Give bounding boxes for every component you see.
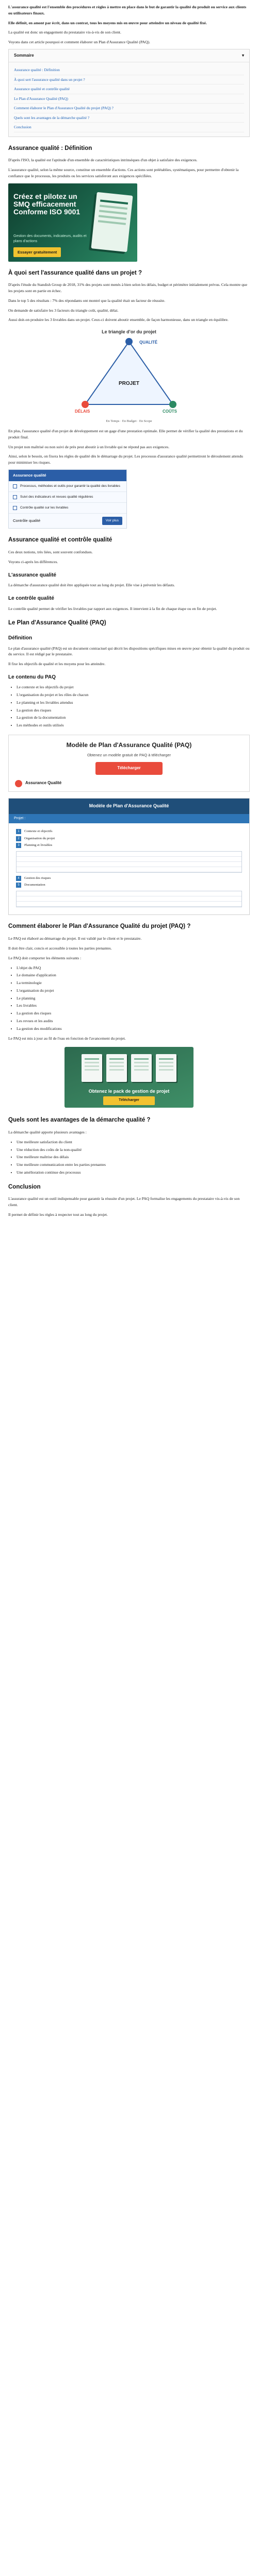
vertex-quality (125, 338, 133, 345)
label-delays: DÉLAIS (75, 409, 90, 414)
paragraph: L'assurance qualité est un outil indispensable pour garantir la réussite d'un projet. Le PAQ formalise les engagements du prestataire vis-à-vis de son client. (8, 1196, 240, 1208)
list-item: • L'organisation du projet et les rôles de chacun (17, 692, 250, 698)
sheet-body (9, 823, 249, 914)
section-heading-definition: Assurance qualité : Définition (8, 145, 92, 151)
download-template-button[interactable]: Télécharger (95, 762, 163, 774)
triangle-shape (85, 342, 173, 404)
paragraph: On demande de satisfaire les 3 facteurs du triangle coût, qualité, délai. (8, 308, 119, 313)
list-item: • Une amélioration continue des processus (17, 1170, 250, 1176)
paq-content-list (17, 684, 250, 728)
quality-widget (8, 469, 127, 529)
banner-download-button[interactable]: Télécharger (103, 1096, 155, 1105)
widget-row: Suivi des indicateurs et revues qualité régulières (9, 492, 126, 503)
toc-header[interactable] (9, 49, 249, 62)
paq-template-card (8, 735, 250, 792)
widget-footer-label: Contrôle qualité (13, 518, 41, 523)
list-item: • Une meilleure maîtrise des délais (17, 1154, 250, 1160)
list-item: • La terminologie (17, 980, 250, 986)
toc-item[interactable]: Assurance qualité et contrôle qualité (14, 84, 244, 94)
list-item: • Les méthodes et outils utilisés (17, 722, 250, 728)
section-heading-conclusion: Conclusion (8, 1183, 41, 1190)
sheet-title: Modèle de Plan d'Assurance Qualité (9, 799, 249, 814)
golden-triangle-figure (8, 327, 250, 417)
sheet-item: 5 Documentation (16, 883, 242, 888)
list-item: • La gestion des risques (17, 1010, 250, 1016)
paragraph: Le PAQ doit comporter les éléments suivants : (8, 955, 82, 960)
paragraph: En plus, l'assurance qualité d'un projet de développement est un gage d'une prestation optimale. Elle permet de vérifier la qualité des prestations et du produit final. (8, 429, 243, 439)
promo-banner-smq[interactable] (8, 183, 137, 262)
section-heading-advantages: Quels sont les avantages de la démarche qualité ? (8, 1117, 151, 1124)
software-box-illustration (91, 192, 133, 252)
document-icon (82, 1054, 102, 1082)
paragraph: Ces deux notions, très liées, sont souvent confondues. (8, 550, 93, 555)
widget-row: Contrôle qualité sur les livrables (9, 503, 126, 514)
toc-item[interactable]: Conclusion (14, 123, 244, 132)
subheading-aq: L'assurance qualité (8, 572, 56, 578)
triangle-diagram (70, 327, 188, 415)
widget-header: Assurance qualité (9, 470, 126, 481)
intro-paragraph-1: L'assurance qualité est l'ensemble des procédures et règles à mettre en place dans le but de garantir la qualité du produit ou service aux clients ou utilisateurs finaux. (8, 5, 247, 15)
list-item: • L'objet du PAQ (17, 965, 250, 971)
promo-title: Créez et pilotez un SMQ efficacement Conforme ISO 9001 (13, 192, 80, 216)
widget-footer (9, 514, 126, 528)
paragraph: Il doit être clair, concis et accessible à toutes les parties prenantes. (8, 946, 112, 951)
paragraph: Un projet non maîtrisé ou non suivi de près peut aboutir à un livrable qui ne répond pas aux exigences. (8, 444, 170, 449)
label-costs: COÛTS (163, 409, 177, 414)
list-item: • La gestion de la documentation (17, 715, 250, 721)
brand-name: Assurance Qualité (25, 781, 62, 786)
toc-item[interactable]: Comment élaborer le Plan d'Assurance Qualité du projet (PAQ) ? (14, 104, 244, 113)
vertex-costs (169, 401, 176, 408)
sheet-item: 2 Organisation du projet (16, 836, 242, 841)
subheading: Le contenu du PAQ (8, 674, 56, 680)
document-icon (131, 1054, 152, 1082)
intro-paragraph-3: La qualité est donc un engagement du prestataire vis-à-vis de son client. (8, 30, 121, 35)
document-icon (156, 1054, 176, 1082)
paragraph: Le plan d'assurance qualité (PAQ) est un document contractuel qui décrit les dispositions spécifiques mises en œuvre pour obtenir la qualité du produit ou du service. Il est rédigé par le prestataire. (8, 646, 250, 657)
paragraph: D'après l'ISO, la qualité est l'aptitude d'un ensemble de caractéristiques intrinsèques d'un objet à satisfaire des exigences. (8, 158, 198, 163)
paragraph: Aussi doit-on produire les 3 livrables dans un projet. Ceux-ci doivent aboutir ensemble, de façon harmonieuse, dans un triangle en équilibre. (8, 317, 229, 323)
paragraph: Il fixe les objectifs de qualité et les moyens pour les atteindre. (8, 662, 106, 667)
paragraph: Le PAQ est élaboré au démarrage du projet. Il est validé par le client et le prestataire. (8, 936, 142, 941)
intro-paragraph-4: Voyons dans cet article pourquoi et comment élaborer un Plan d'Assurance Qualité (PAQ). (8, 40, 150, 45)
paragraph: Le PAQ est mis à jour au fil de l'eau en fonction de l'avancement du projet. (8, 1036, 126, 1041)
project-pack-banner[interactable] (64, 1047, 194, 1108)
chevron-down-icon[interactable]: ▾ (241, 53, 244, 58)
list-item: • La gestion des modifications (17, 1026, 250, 1032)
widget-more-button[interactable]: Voir plus (102, 517, 122, 525)
promo-try-button[interactable]: Essayer gratuitement (13, 247, 61, 258)
list-item: • Une meilleure satisfaction du client (17, 1139, 250, 1145)
vertex-delays (82, 401, 89, 408)
brand-logo-icon (15, 780, 22, 787)
section-heading-aq-vs-cq: Assurance qualité et contrôle qualité (8, 537, 112, 544)
files-illustration (79, 1054, 179, 1084)
list-item: • Une réduction des coûts de la non-qualité (17, 1147, 250, 1153)
list-item: • L'organisation du projet (17, 988, 250, 994)
banner-text: Obtenez le pack de gestion de projet (88, 1089, 170, 1094)
paragraph: L'assurance qualité, selon la même source, constitue un ensemble d'actions. Ces actions sont préétablies, systématiques, pour permettre d'obtenir la confiance que le processus, les produits ou les services satisferont aux exigences spécifiées. (8, 167, 239, 178)
list-item: • Les livrables (17, 1003, 250, 1009)
advantages-list (17, 1139, 250, 1176)
promo-subtitle: Gestion des documents, indicateurs, audits et plans d'actions (13, 234, 87, 244)
checkbox-icon (13, 506, 17, 510)
list-item: • Le planning (17, 995, 250, 1002)
list-item: • La gestion des risques (17, 707, 250, 714)
list-item: • Le contexte et les objectifs du projet (17, 684, 250, 690)
paragraph: Ainsi, selon le besoin, on fixera les règles de qualité dès le démarrage du projet. Les processus d'assurance qualité permettront le déroulement attendu pour minimiser les risques. (8, 454, 243, 465)
section-heading-paq: Le Plan d'Assurance Qualité (PAQ) (8, 620, 106, 626)
list-item: • Les revues et les audits (17, 1018, 250, 1024)
paq-elements-list (17, 965, 250, 1032)
sheet-item: 1 Contexte et objectifs (16, 829, 242, 834)
template-title: Modèle de Plan d'Assurance Qualité (PAQ) (66, 741, 192, 749)
paragraph: La démarche qualité apporte plusieurs avantages : (8, 1130, 87, 1135)
paragraph: Le contrôle qualité permet de vérifier les livrables par rapport aux exigences. Il intervient à la fin de chaque étape ou en fin de projet. (8, 606, 217, 611)
paragraph: La démarche d'assurance qualité doit être appliquée tout au long du projet. Elle vise à prévenir les défauts. (8, 583, 175, 588)
document-icon (106, 1054, 127, 1082)
sheet-item: 4 Gestion des risques (16, 876, 242, 881)
sheet-table (16, 891, 242, 907)
template-subtitle: Obtenez un modèle gratuit de PAQ à télécharger (87, 752, 171, 757)
paragraph: D'après l'étude du Standish Group de 2018, 31% des projets sont menés à bien selon les délais, budget et périmètre initialement prévus. Cela montre que les projets sont en partie en échec. (8, 282, 248, 294)
intro-paragraph-2: Elle définit, en amont par écrit, dans un contrat, tous les moyens mis en œuvre pour atteindre un niveau de qualité fixé. (8, 20, 207, 25)
brand (9, 780, 249, 791)
list-item: • Une meilleure communication entre les parties prenantes (17, 1162, 250, 1168)
subheading-cq: Le contrôle qualité (8, 596, 54, 602)
paragraph: Il permet de définir les règles à respecter tout au long du projet. (8, 1212, 108, 1217)
sheet-project-label: Projet : (9, 814, 249, 824)
label-quality: QUALITÉ (139, 340, 158, 345)
figure-title: Le triangle d'or du projet (102, 329, 156, 335)
paragraph: Voyons ci-après les différences. (8, 559, 58, 564)
section-heading-purpose: À quoi sert l'assurance qualité dans un projet ? (8, 269, 142, 276)
checkbox-icon (13, 484, 17, 488)
checkbox-icon (13, 495, 17, 499)
paragraph: Dans le top 5 des résultats : 7% des répondants ont montré que la qualité était un facteur de réussite. (8, 298, 166, 303)
paq-template-preview (8, 798, 250, 916)
figure-caption: En Temps · En Budget · En Scope (106, 419, 152, 423)
table-of-contents (8, 49, 250, 137)
list-item: • Le domaine d'application (17, 972, 250, 978)
section-heading-how-to: Comment élaborer le Plan d'Assurance Qualité du projet (PAQ) ? (8, 923, 191, 930)
toc-item[interactable]: Assurance qualité : Définition (14, 65, 244, 75)
toc-item[interactable]: Le Plan d'Assurance Qualité (PAQ) (14, 94, 244, 104)
list-item: • Le planning et les livrables attendus (17, 700, 250, 706)
label-project: PROJET (118, 381, 140, 387)
sheet-table (16, 851, 242, 873)
toc-title: Sommaire (14, 53, 34, 58)
toc-item[interactable]: Quels sont les avantages de la démarche qualité ? (14, 113, 244, 123)
subheading: Définition (8, 635, 33, 641)
toc-list (9, 62, 249, 136)
widget-row: Processus, méthodes et outils pour garantir la qualité des livrables (9, 481, 126, 492)
toc-item[interactable]: À quoi sert l'assurance qualité dans un projet ? (14, 75, 244, 84)
sheet-item: 3 Planning et livrables (16, 843, 242, 848)
